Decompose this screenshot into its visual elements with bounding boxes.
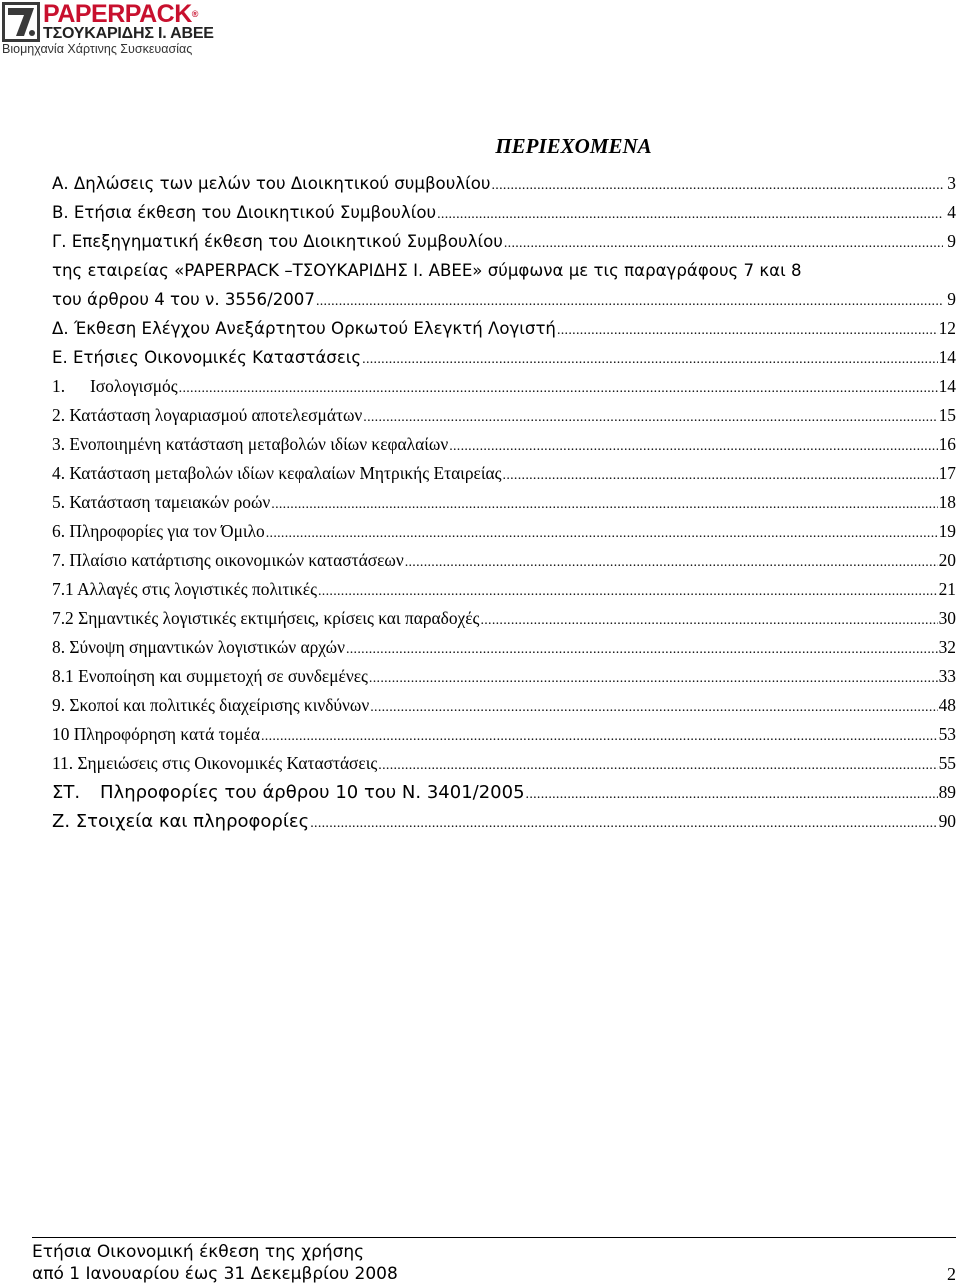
footer-page-number: 2 bbox=[947, 1264, 956, 1284]
toc-entry-c-continuation bbox=[52, 256, 956, 285]
toc-dot-leader bbox=[378, 751, 937, 780]
toc-dot-leader bbox=[346, 635, 938, 664]
toc-page-number: 4 bbox=[947, 202, 956, 222]
toc-entry-text: 6. Πληροφορίες για τον Όμιλο bbox=[52, 521, 265, 541]
toc-entry-text: Β. Ετήσια έκθεση του Διοικητικού Συμβουλίου bbox=[52, 203, 437, 222]
toc-entry-text: 8.1 Ενοποίηση και συμμετοχή σε συνδεμένες bbox=[52, 666, 368, 686]
company-logo bbox=[0, 0, 230, 62]
toc-page-number: 9 bbox=[947, 289, 956, 309]
toc-dot-leader bbox=[405, 548, 938, 577]
toc-page-number: 17 bbox=[938, 463, 956, 483]
toc-entry-text: 7.2 Σημαντικές λογιστικές εκτιμήσεις, κρίσεις και παραδοχές bbox=[52, 608, 480, 628]
toc-dot-leader bbox=[449, 432, 937, 461]
footer-report-title: Ετήσια Οικονομική έκθεση της χρήσης bbox=[32, 1242, 365, 1262]
toc-entry-d[interactable] bbox=[52, 314, 956, 343]
toc-entry-8[interactable] bbox=[52, 633, 956, 662]
toc-dot-leader bbox=[370, 693, 937, 722]
toc-entry-text: Δ. Έκθεση Ελέγχου Ανεξάρτητου Ορκωτού Ελεγκτή Λογιστή bbox=[52, 319, 556, 338]
toc-page-number: 16 bbox=[938, 434, 956, 454]
toc-page-number: 9 bbox=[947, 231, 956, 251]
toc-page-number: 33 bbox=[938, 666, 956, 686]
toc-entry-1[interactable] bbox=[52, 372, 956, 401]
toc-dot-leader bbox=[437, 200, 943, 229]
toc-dot-leader bbox=[369, 664, 938, 693]
toc-entry-text: Ε. Ετήσιες Οικονομικές Καταστάσεις bbox=[52, 348, 362, 367]
toc-entry-c-continuation-end[interactable] bbox=[52, 285, 956, 314]
toc-entry-8-1[interactable] bbox=[52, 662, 956, 691]
toc-entry-number: 1. bbox=[52, 376, 66, 396]
toc-entry-c[interactable] bbox=[52, 227, 956, 256]
toc-dot-leader bbox=[504, 229, 943, 258]
toc-entry-7-2[interactable] bbox=[52, 604, 956, 633]
toc-dot-leader bbox=[271, 490, 937, 519]
toc-entry-text: 8. Σύνοψη σημαντικών λογιστικών αρχών bbox=[52, 637, 345, 657]
toc-dot-leader bbox=[310, 809, 937, 838]
toc-entry-text: του άρθρου 4 του ν. 3556/2007 bbox=[52, 290, 315, 309]
toc-page-number: 3 bbox=[947, 173, 956, 193]
toc-page-number: 20 bbox=[938, 550, 956, 570]
toc-dot-leader bbox=[266, 519, 938, 548]
toc-page-number: 14 bbox=[938, 376, 956, 396]
toc-page-number: 53 bbox=[938, 724, 956, 744]
toc-page-number: 18 bbox=[938, 492, 956, 512]
toc-entry-z[interactable] bbox=[52, 807, 956, 836]
toc-dot-leader bbox=[526, 780, 938, 809]
toc-page-number: 21 bbox=[938, 579, 956, 599]
toc-dot-leader bbox=[503, 461, 938, 490]
toc-entry-text: 3. Ενοποιημένη κατάσταση μεταβολών ιδίων κεφαλαίων bbox=[52, 434, 449, 454]
toc-entry-9[interactable] bbox=[52, 691, 956, 720]
toc-entry-5[interactable] bbox=[52, 488, 956, 517]
toc-entry-text: Ισολογισμός bbox=[90, 376, 178, 396]
toc-page-number: 48 bbox=[938, 695, 956, 715]
logo-subtitle: Βιομηχανία Χάρτινης Συσκευασίας bbox=[2, 42, 193, 56]
toc-entry-4[interactable] bbox=[52, 459, 956, 488]
toc-dot-leader bbox=[179, 374, 938, 403]
toc-entry-6[interactable] bbox=[52, 517, 956, 546]
toc-dot-leader bbox=[318, 577, 938, 606]
toc-entry-text: της εταιρείας «PAPERPACK –ΤΣΟΥΚΑΡΙΔΗΣ Ι. ΑΒΕΕ» σύμφωνα με τις παραγράφους 7 και 8 bbox=[52, 261, 802, 280]
logo-brand: PAPERPACK® bbox=[43, 0, 198, 28]
toc-page-number: 14 bbox=[938, 347, 956, 367]
toc-title: ΠΕΡΙΕΧΟΜΕΝΑ bbox=[495, 134, 652, 158]
toc-dot-leader bbox=[362, 345, 937, 374]
toc-entry-text: 2. Κατάσταση λογαριασμού αποτελεσμάτων bbox=[52, 405, 363, 425]
toc-dot-leader bbox=[557, 316, 938, 345]
footer-period: από 1 Ιανουαρίου έως 31 Δεκεμβρίου 2008 bbox=[32, 1264, 398, 1284]
toc-dot-leader bbox=[480, 606, 937, 635]
toc-dot-leader bbox=[261, 722, 938, 751]
toc-entry-10[interactable] bbox=[52, 720, 956, 749]
toc-entry-number: ΣΤ. bbox=[52, 782, 81, 803]
toc-entry-text: 11. Σημειώσεις στις Οικονομικές Καταστάσεις bbox=[52, 753, 378, 773]
toc-entry-7-1[interactable] bbox=[52, 575, 956, 604]
toc-entry-a[interactable] bbox=[52, 169, 956, 198]
toc-entry-2[interactable] bbox=[52, 401, 956, 430]
toc-entry-text: 7. Πλαίσιο κατάρτισης οικονομικών καταστάσεων bbox=[52, 550, 404, 570]
paperpack-logo-icon bbox=[2, 2, 40, 42]
table-of-contents bbox=[52, 169, 956, 836]
toc-page-number: 12 bbox=[938, 318, 956, 338]
toc-dot-leader bbox=[316, 287, 943, 316]
toc-entry-st[interactable] bbox=[52, 778, 956, 807]
toc-page-number: 89 bbox=[938, 782, 956, 802]
toc-dot-leader bbox=[492, 171, 944, 200]
toc-entry-text: 10 Πληροφόρηση κατά τομέα bbox=[52, 724, 260, 744]
toc-entry-text: 7.1 Αλλαγές στις λογιστικές πολιτικές bbox=[52, 579, 317, 599]
toc-entry-text: Γ. Επεξηγηματική έκθεση του Διοικητικού Συμβουλίου bbox=[52, 232, 503, 251]
toc-page-number: 32 bbox=[938, 637, 956, 657]
toc-entry-text: 4. Κατάσταση μεταβολών ιδίων κεφαλαίων Μητρικής Εταιρείας bbox=[52, 463, 502, 483]
toc-entry-text: Ζ. Στοιχεία και πληροφορίες bbox=[52, 811, 310, 832]
toc-entry-b[interactable] bbox=[52, 198, 956, 227]
footer-divider bbox=[32, 1237, 956, 1238]
logo-company-name: ΤΣΟΥΚΑΡΙΔΗΣ Ι. ΑΒΕΕ bbox=[43, 25, 214, 42]
toc-page-number: 55 bbox=[938, 753, 956, 773]
toc-entry-text: Α. Δηλώσεις των μελών του Διοικητικού συμβουλίου bbox=[52, 174, 491, 193]
toc-dot-leader bbox=[363, 403, 937, 432]
toc-entry-text: 5. Κατάσταση ταμειακών ροών bbox=[52, 492, 271, 512]
toc-entry-e[interactable] bbox=[52, 343, 956, 372]
toc-entry-3[interactable] bbox=[52, 430, 956, 459]
toc-entry-text: Πληροφορίες του άρθρου 10 του Ν. 3401/2005 bbox=[100, 782, 525, 803]
toc-entry-7[interactable] bbox=[52, 546, 956, 575]
toc-page-number: 90 bbox=[938, 811, 956, 831]
toc-page-number: 30 bbox=[938, 608, 956, 628]
toc-entry-text: 9. Σκοποί και πολιτικές διαχείρισης κινδύνων bbox=[52, 695, 370, 715]
toc-page-number: 15 bbox=[938, 405, 956, 425]
toc-page-number: 19 bbox=[938, 521, 956, 541]
toc-entry-11[interactable] bbox=[52, 749, 956, 778]
